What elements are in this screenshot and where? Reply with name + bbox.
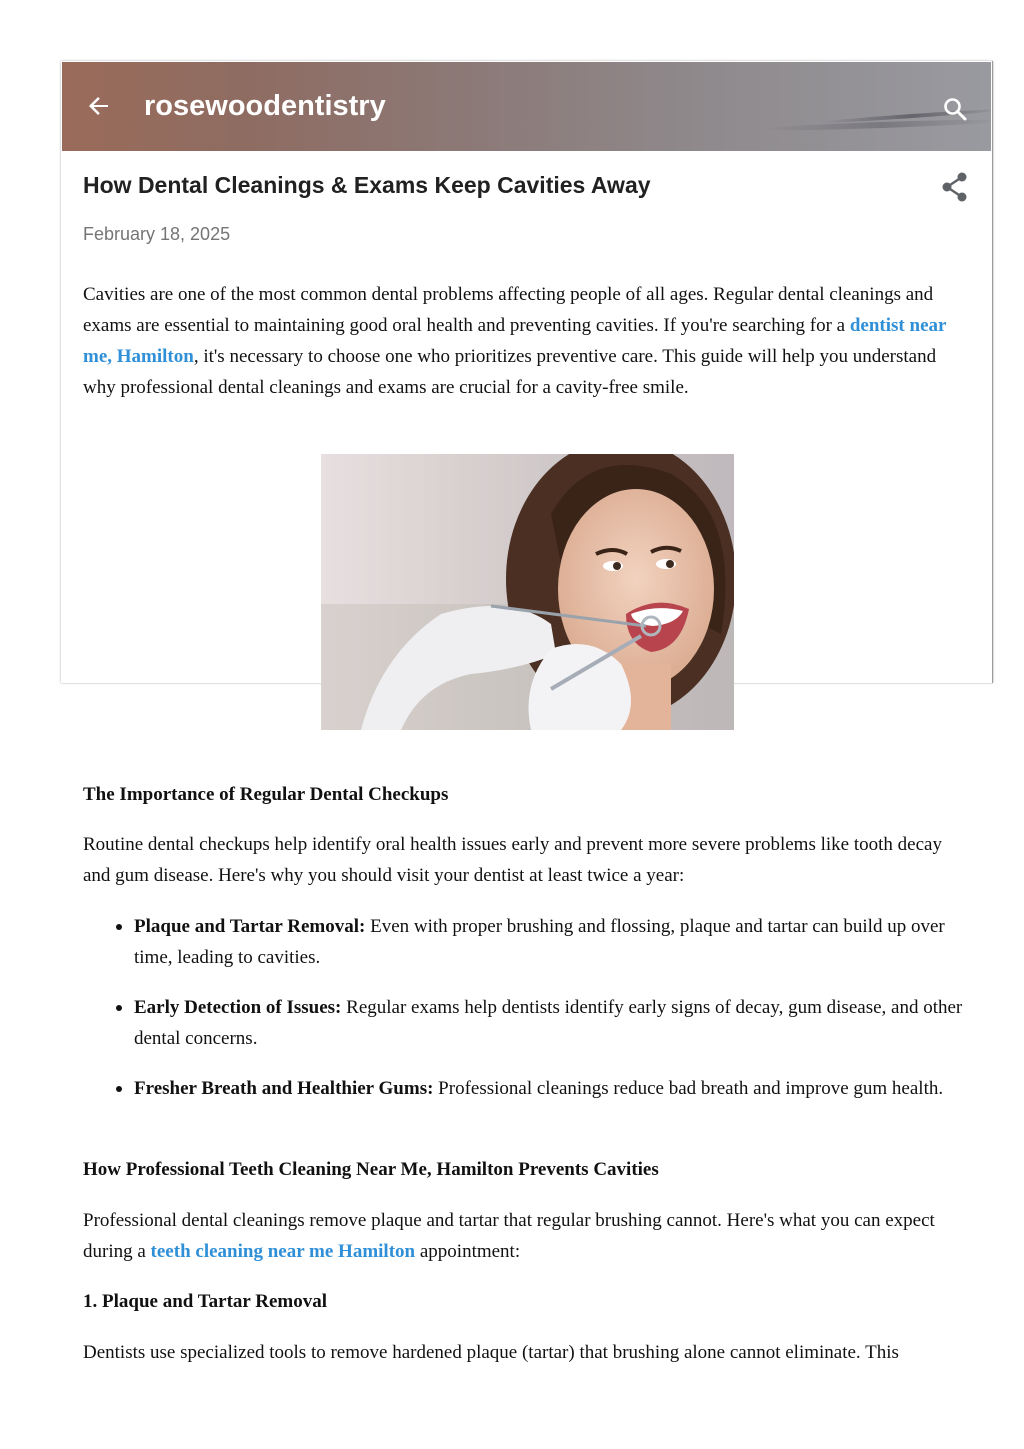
cleaning-text: Professional dental cleanings remove plaque and tartar that regular brushing cannot. Here's what you can expect during a	[83, 1210, 935, 1262]
intro-text: Cavities are one of the most common dental problems affecting people of all ages. Regular dental cleanings and exams are essential to maintaining good oral health and preventing cavities. If you're searching for a	[83, 284, 934, 336]
list-item	[134, 992, 964, 1054]
list-item	[134, 911, 964, 973]
dentist-near-me-link[interactable]: dentist near me, Hamilton	[83, 315, 947, 367]
checkups-paragraph: Routine dental checkups help identify oral health issues early and prevent more severe problems like tooth decay and gum disease. Here's why you should visit your dentist at least twice a year:	[83, 834, 942, 886]
post-title: How Dental Cleanings & Exams Keep Cavities Away	[83, 172, 651, 198]
search-button[interactable]	[940, 94, 970, 124]
list-item-term: Plaque and Tartar Removal:	[134, 916, 366, 937]
list-item-text: Professional cleanings reduce bad breath and improve gum health.	[433, 1078, 944, 1099]
list-item-text: Regular exams help dentists identify early signs of decay, gum disease, and other dental concerns.	[134, 997, 963, 1049]
section-heading-cleaning: How Professional Teeth Cleaning Near Me, Hamilton Prevents Cavities	[83, 1159, 659, 1180]
search-icon	[940, 94, 970, 124]
section-heading-checkups: The Importance of Regular Dental Checkups	[83, 784, 449, 805]
back-button[interactable]	[84, 91, 114, 121]
list-item-term: Fresher Breath and Healthier Gums:	[134, 1078, 434, 1099]
list-item-text: Even with proper brushing and flossing, plaque and tartar can build up over time, leading to cavities.	[134, 916, 945, 968]
share-button[interactable]	[940, 171, 970, 203]
intro-text-continued: , it's necessary to choose one who prioritizes preventive care. This guide will help you understand why professional dental cleanings and exams are crucial for a cavity-free smile.	[83, 346, 937, 398]
teeth-cleaning-link[interactable]: teeth cleaning near me Hamilton	[150, 1241, 416, 1262]
intro-paragraph	[83, 279, 973, 403]
share-icon	[940, 171, 970, 203]
dental-patient-image	[321, 454, 734, 730]
section-heading-plaque: 1. Plaque and Tartar Removal	[83, 1291, 328, 1312]
post-date: February 18, 2025	[83, 224, 231, 244]
dental-exam-photo	[321, 454, 734, 730]
site-title[interactable]: rosewoodentistry	[144, 90, 386, 122]
list-item-term: Early Detection of Issues:	[134, 997, 342, 1018]
cleaning-paragraph	[83, 1205, 973, 1267]
arrow-left-icon	[84, 91, 114, 121]
plaque-paragraph: Dentists use specialized tools to remove hardened plaque (tartar) that brushing alone cannot eliminate. This	[83, 1342, 899, 1363]
list-item	[134, 1073, 964, 1104]
cleaning-text-continued: appointment:	[415, 1241, 521, 1262]
